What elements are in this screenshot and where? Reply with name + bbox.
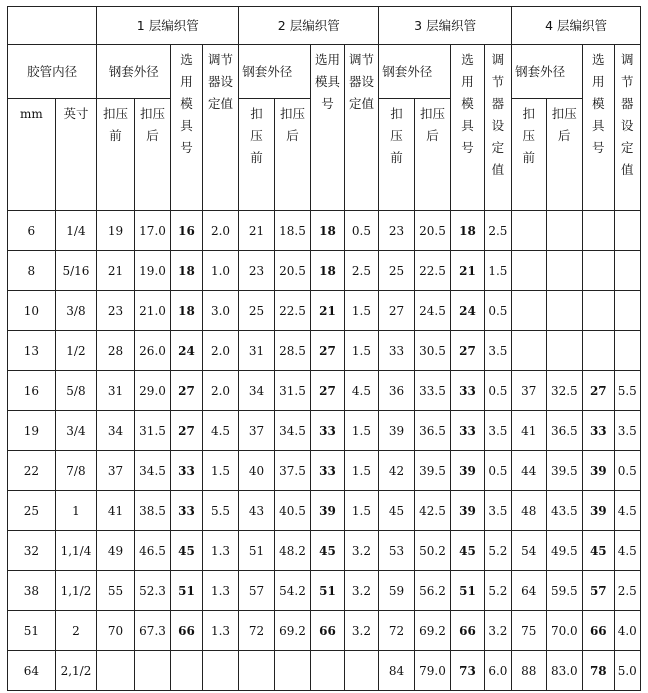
mm-header: mm: [8, 99, 56, 211]
l3-before-cell: 27: [379, 291, 415, 331]
l1-after-cell: [134, 651, 171, 691]
l1-regulator-cell: 1.3: [202, 531, 239, 571]
l1-before-cell: 19: [97, 211, 135, 251]
l4-mold-cell: 39: [583, 451, 614, 491]
l3-before-cell: 45: [379, 491, 415, 531]
l1-after-cell: 26.0: [134, 331, 171, 371]
l3-regulator-cell: 2.5: [484, 211, 511, 251]
l2-before-cell: 21: [239, 211, 275, 251]
mm-cell: 16: [8, 371, 56, 411]
l2-mold-cell: 66: [311, 611, 344, 651]
l3-mold-cell: 33: [451, 371, 484, 411]
l3-regulator-header: 调节器设定值: [484, 45, 511, 211]
l2-mold-cell: 39: [311, 491, 344, 531]
mm-cell: 22: [8, 451, 56, 491]
l3-mold-cell: 24: [451, 291, 484, 331]
l4-regulator-cell: 4.5: [614, 491, 640, 531]
l2-mold-cell: 27: [311, 331, 344, 371]
l3-mold-header: 选用模具号: [451, 45, 484, 211]
l4-after-cell: 70.0: [546, 611, 583, 651]
table-row: [8, 251, 641, 291]
l4-regulator-cell: 4.0: [614, 611, 640, 651]
inch-cell: 1,1/2: [55, 571, 97, 611]
l2-before-cell: 72: [239, 611, 275, 651]
table-row: [8, 331, 641, 371]
table-row: [8, 291, 641, 331]
l2-before-cell: 57: [239, 571, 275, 611]
table-row: [8, 211, 641, 251]
l1-before-cell: 55: [97, 571, 135, 611]
l1-after-cell: 29.0: [134, 371, 171, 411]
l2-after-cell: 54.2: [274, 571, 311, 611]
corner-cell: [8, 7, 97, 45]
l4-sleeve-od-header: 钢套外径: [512, 45, 583, 99]
l3-before-cell: 84: [379, 651, 415, 691]
table-row: [8, 371, 641, 411]
l1-before-crimp-header: 扣压前: [97, 99, 135, 211]
l2-mold-cell: 18: [311, 251, 344, 291]
l2-mold-cell: 21: [311, 291, 344, 331]
inch-cell: 2: [55, 611, 97, 651]
l3-after-cell: 69.2: [414, 611, 451, 651]
l4-after-cell: 49.5: [546, 531, 583, 571]
l2-regulator-cell: 3.2: [344, 531, 378, 571]
l2-after-cell: 34.5: [274, 411, 311, 451]
l3-after-cell: 42.5: [414, 491, 451, 531]
l3-regulator-cell: 3.2: [484, 611, 511, 651]
l4-regulator-cell: [614, 331, 640, 371]
l3-mold-cell: 51: [451, 571, 484, 611]
l3-after-cell: 22.5: [414, 251, 451, 291]
l3-mold-cell: 66: [451, 611, 484, 651]
mm-cell: 51: [8, 611, 56, 651]
l4-before-crimp-header: 扣压前: [512, 99, 546, 211]
l1-mold-cell: 24: [171, 331, 202, 371]
mm-cell: 10: [8, 291, 56, 331]
l2-before-cell: 40: [239, 451, 275, 491]
l3-after-cell: 33.5: [414, 371, 451, 411]
l1-regulator-cell: 5.5: [202, 491, 239, 531]
l4-mold-cell: [583, 331, 614, 371]
l2-regulator-cell: 2.5: [344, 251, 378, 291]
l4-mold-cell: 39: [583, 491, 614, 531]
l1-after-cell: 38.5: [134, 491, 171, 531]
l1-before-cell: 41: [97, 491, 135, 531]
inch-cell: 1/2: [55, 331, 97, 371]
l4-after-cell: 39.5: [546, 451, 583, 491]
l4-regulator-cell: 5.0: [614, 651, 640, 691]
table-row: [8, 611, 641, 651]
l4-mold-cell: 45: [583, 531, 614, 571]
l3-regulator-cell: 3.5: [484, 411, 511, 451]
l1-after-cell: 21.0: [134, 291, 171, 331]
l3-after-cell: 50.2: [414, 531, 451, 571]
l4-after-cell: 36.5: [546, 411, 583, 451]
l2-before-cell: 51: [239, 531, 275, 571]
l1-after-crimp-header: 扣压后: [134, 99, 171, 211]
mm-cell: 64: [8, 651, 56, 691]
l1-before-cell: 23: [97, 291, 135, 331]
l3-before-cell: 36: [379, 371, 415, 411]
l2-before-crimp-header: 扣压前: [239, 99, 275, 211]
l4-regulator-cell: 3.5: [614, 411, 640, 451]
l2-mold-cell: [311, 651, 344, 691]
l4-after-cell: [546, 291, 583, 331]
mm-cell: 19: [8, 411, 56, 451]
l3-mold-cell: 33: [451, 411, 484, 451]
mm-cell: 38: [8, 571, 56, 611]
l1-regulator-cell: 2.0: [202, 331, 239, 371]
crimp-spec-table: [7, 6, 641, 691]
l1-regulator-cell: 4.5: [202, 411, 239, 451]
l1-mold-cell: 33: [171, 451, 202, 491]
mm-cell: 32: [8, 531, 56, 571]
inch-cell: 3/8: [55, 291, 97, 331]
l4-before-cell: 44: [512, 451, 546, 491]
l3-mold-cell: 45: [451, 531, 484, 571]
l4-before-cell: 48: [512, 491, 546, 531]
inch-header: 英寸: [55, 99, 97, 211]
l4-after-cell: 43.5: [546, 491, 583, 531]
l1-regulator-cell: 1.3: [202, 571, 239, 611]
l3-before-cell: 23: [379, 211, 415, 251]
l1-mold-cell: 45: [171, 531, 202, 571]
l4-mold-header: 选用模具号: [583, 45, 614, 211]
l2-before-cell: 37: [239, 411, 275, 451]
inch-cell: 3/4: [55, 411, 97, 451]
l2-after-cell: 69.2: [274, 611, 311, 651]
l3-before-cell: 59: [379, 571, 415, 611]
l2-mold-cell: 18: [311, 211, 344, 251]
l4-mold-cell: 27: [583, 371, 614, 411]
l3-regulator-cell: 6.0: [484, 651, 511, 691]
l2-after-crimp-header: 扣压后: [274, 99, 311, 211]
l2-after-cell: 31.5: [274, 371, 311, 411]
l4-before-cell: [512, 291, 546, 331]
l2-after-cell: 40.5: [274, 491, 311, 531]
l2-mold-cell: 45: [311, 531, 344, 571]
l3-before-cell: 42: [379, 451, 415, 491]
l1-mold-cell: 16: [171, 211, 202, 251]
l1-after-cell: 17.0: [134, 211, 171, 251]
l3-regulator-cell: 5.2: [484, 531, 511, 571]
l2-before-cell: 34: [239, 371, 275, 411]
l1-after-cell: 52.3: [134, 571, 171, 611]
l3-before-cell: 33: [379, 331, 415, 371]
l3-regulator-cell: 1.5: [484, 251, 511, 291]
l2-mold-cell: 51: [311, 571, 344, 611]
l2-regulator-header: 调节器设定值: [344, 45, 378, 211]
inch-cell: 5/8: [55, 371, 97, 411]
l3-after-cell: 30.5: [414, 331, 451, 371]
l4-regulator-header: 调节器设定值: [614, 45, 640, 211]
l1-before-cell: 70: [97, 611, 135, 651]
l1-regulator-cell: 3.0: [202, 291, 239, 331]
l3-before-cell: 39: [379, 411, 415, 451]
inch-cell: 1/4: [55, 211, 97, 251]
l4-mold-cell: [583, 291, 614, 331]
l1-regulator-cell: 2.0: [202, 371, 239, 411]
l1-before-cell: 49: [97, 531, 135, 571]
l2-after-cell: 20.5: [274, 251, 311, 291]
l1-after-cell: 67.3: [134, 611, 171, 651]
l1-regulator-cell: 1.3: [202, 611, 239, 651]
l2-after-cell: 18.5: [274, 211, 311, 251]
l1-before-cell: 31: [97, 371, 135, 411]
l2-mold-cell: 33: [311, 451, 344, 491]
layer-1-header: 1 层编织管: [97, 7, 239, 45]
mm-cell: 8: [8, 251, 56, 291]
l3-after-cell: 56.2: [414, 571, 451, 611]
l3-mold-cell: 39: [451, 451, 484, 491]
l2-before-cell: 25: [239, 291, 275, 331]
l2-sleeve-od-header: 钢套外径: [239, 45, 311, 99]
l3-after-cell: 36.5: [414, 411, 451, 451]
table-row: [8, 491, 641, 531]
l4-before-cell: [512, 331, 546, 371]
l3-after-cell: 20.5: [414, 211, 451, 251]
l2-regulator-cell: 1.5: [344, 451, 378, 491]
l1-before-cell: 21: [97, 251, 135, 291]
mm-cell: 25: [8, 491, 56, 531]
l1-after-cell: 19.0: [134, 251, 171, 291]
l2-after-cell: 37.5: [274, 451, 311, 491]
l2-mold-cell: 33: [311, 411, 344, 451]
inch-cell: 1,1/4: [55, 531, 97, 571]
l2-mold-cell: 27: [311, 371, 344, 411]
l2-regulator-cell: 1.5: [344, 291, 378, 331]
l3-regulator-cell: 0.5: [484, 291, 511, 331]
table-row: [8, 411, 641, 451]
l3-before-crimp-header: 扣压前: [379, 99, 415, 211]
l3-regulator-cell: 0.5: [484, 371, 511, 411]
l1-mold-cell: 27: [171, 411, 202, 451]
l4-regulator-cell: 4.5: [614, 531, 640, 571]
l4-after-crimp-header: 扣压后: [546, 99, 583, 211]
inch-cell: 5/16: [55, 251, 97, 291]
l1-mold-cell: 51: [171, 571, 202, 611]
l3-after-cell: 79.0: [414, 651, 451, 691]
l4-regulator-cell: [614, 291, 640, 331]
l2-after-cell: 22.5: [274, 291, 311, 331]
l3-after-cell: 39.5: [414, 451, 451, 491]
l3-after-cell: 24.5: [414, 291, 451, 331]
l4-regulator-cell: 5.5: [614, 371, 640, 411]
layer-4-header: 4 层编织管: [512, 7, 641, 45]
l4-mold-cell: 57: [583, 571, 614, 611]
l4-before-cell: 37: [512, 371, 546, 411]
l4-before-cell: 41: [512, 411, 546, 451]
l1-sleeve-od-header: 钢套外径: [97, 45, 171, 99]
l1-before-cell: 34: [97, 411, 135, 451]
l4-mold-cell: [583, 251, 614, 291]
l4-before-cell: [512, 211, 546, 251]
l2-after-cell: 48.2: [274, 531, 311, 571]
l2-before-cell: 31: [239, 331, 275, 371]
l4-regulator-cell: 2.5: [614, 571, 640, 611]
l2-regulator-cell: 3.2: [344, 611, 378, 651]
inch-cell: 2,1/2: [55, 651, 97, 691]
l1-mold-cell: 27: [171, 371, 202, 411]
l4-mold-cell: [583, 211, 614, 251]
l4-before-cell: 54: [512, 531, 546, 571]
l1-before-cell: 37: [97, 451, 135, 491]
l1-regulator-cell: 2.0: [202, 211, 239, 251]
inch-cell: 1: [55, 491, 97, 531]
l1-mold-cell: 33: [171, 491, 202, 531]
l1-before-cell: [97, 651, 135, 691]
l2-after-cell: [274, 651, 311, 691]
l3-before-cell: 72: [379, 611, 415, 651]
l4-mold-cell: 66: [583, 611, 614, 651]
l4-after-cell: [546, 251, 583, 291]
l1-mold-cell: 66: [171, 611, 202, 651]
hose-inner-diameter-header: 胶管内径: [8, 45, 97, 99]
l4-mold-cell: 78: [583, 651, 614, 691]
l1-regulator-cell: 1.0: [202, 251, 239, 291]
l3-sleeve-od-header: 钢套外径: [379, 45, 451, 99]
l2-regulator-cell: 1.5: [344, 331, 378, 371]
l4-before-cell: [512, 251, 546, 291]
l3-mold-cell: 21: [451, 251, 484, 291]
l1-after-cell: 31.5: [134, 411, 171, 451]
l3-regulator-cell: 5.2: [484, 571, 511, 611]
l2-regulator-cell: 3.2: [344, 571, 378, 611]
l1-mold-cell: 18: [171, 291, 202, 331]
l4-after-cell: 32.5: [546, 371, 583, 411]
l3-before-cell: 25: [379, 251, 415, 291]
l2-regulator-cell: 1.5: [344, 491, 378, 531]
l2-regulator-cell: 0.5: [344, 211, 378, 251]
l1-before-cell: 28: [97, 331, 135, 371]
l3-after-crimp-header: 扣压后: [414, 99, 451, 211]
l1-regulator-cell: [202, 651, 239, 691]
l4-before-cell: 88: [512, 651, 546, 691]
l3-mold-cell: 27: [451, 331, 484, 371]
l4-regulator-cell: [614, 251, 640, 291]
table-row: [8, 451, 641, 491]
l2-before-cell: [239, 651, 275, 691]
mm-cell: 6: [8, 211, 56, 251]
l1-regulator-header: 调节器设定值: [202, 45, 239, 211]
l1-after-cell: 34.5: [134, 451, 171, 491]
l4-before-cell: 64: [512, 571, 546, 611]
l1-regulator-cell: 1.5: [202, 451, 239, 491]
l2-mold-header: 选用模具号: [311, 45, 344, 211]
inch-cell: 7/8: [55, 451, 97, 491]
l2-before-cell: 23: [239, 251, 275, 291]
l4-after-cell: [546, 331, 583, 371]
l4-before-cell: 75: [512, 611, 546, 651]
layer-3-header: 3 层编织管: [379, 7, 512, 45]
l1-mold-cell: 18: [171, 251, 202, 291]
l4-after-cell: [546, 211, 583, 251]
l3-mold-cell: 18: [451, 211, 484, 251]
table-row: [8, 531, 641, 571]
l1-mold-header: 选用模具号: [171, 45, 202, 211]
l4-after-cell: 83.0: [546, 651, 583, 691]
l3-regulator-cell: 0.5: [484, 451, 511, 491]
l4-regulator-cell: 0.5: [614, 451, 640, 491]
l3-before-cell: 53: [379, 531, 415, 571]
l1-after-cell: 46.5: [134, 531, 171, 571]
l4-regulator-cell: [614, 211, 640, 251]
l2-regulator-cell: [344, 651, 378, 691]
layer-2-header: 2 层编织管: [239, 7, 379, 45]
table-row: [8, 651, 641, 691]
l2-before-cell: 43: [239, 491, 275, 531]
l3-mold-cell: 73: [451, 651, 484, 691]
l2-regulator-cell: 1.5: [344, 411, 378, 451]
l2-after-cell: 28.5: [274, 331, 311, 371]
l2-regulator-cell: 4.5: [344, 371, 378, 411]
table-row: [8, 571, 641, 611]
mm-cell: 13: [8, 331, 56, 371]
l3-mold-cell: 39: [451, 491, 484, 531]
l4-after-cell: 59.5: [546, 571, 583, 611]
l3-regulator-cell: 3.5: [484, 331, 511, 371]
l1-mold-cell: [171, 651, 202, 691]
l3-regulator-cell: 3.5: [484, 491, 511, 531]
l4-mold-cell: 33: [583, 411, 614, 451]
